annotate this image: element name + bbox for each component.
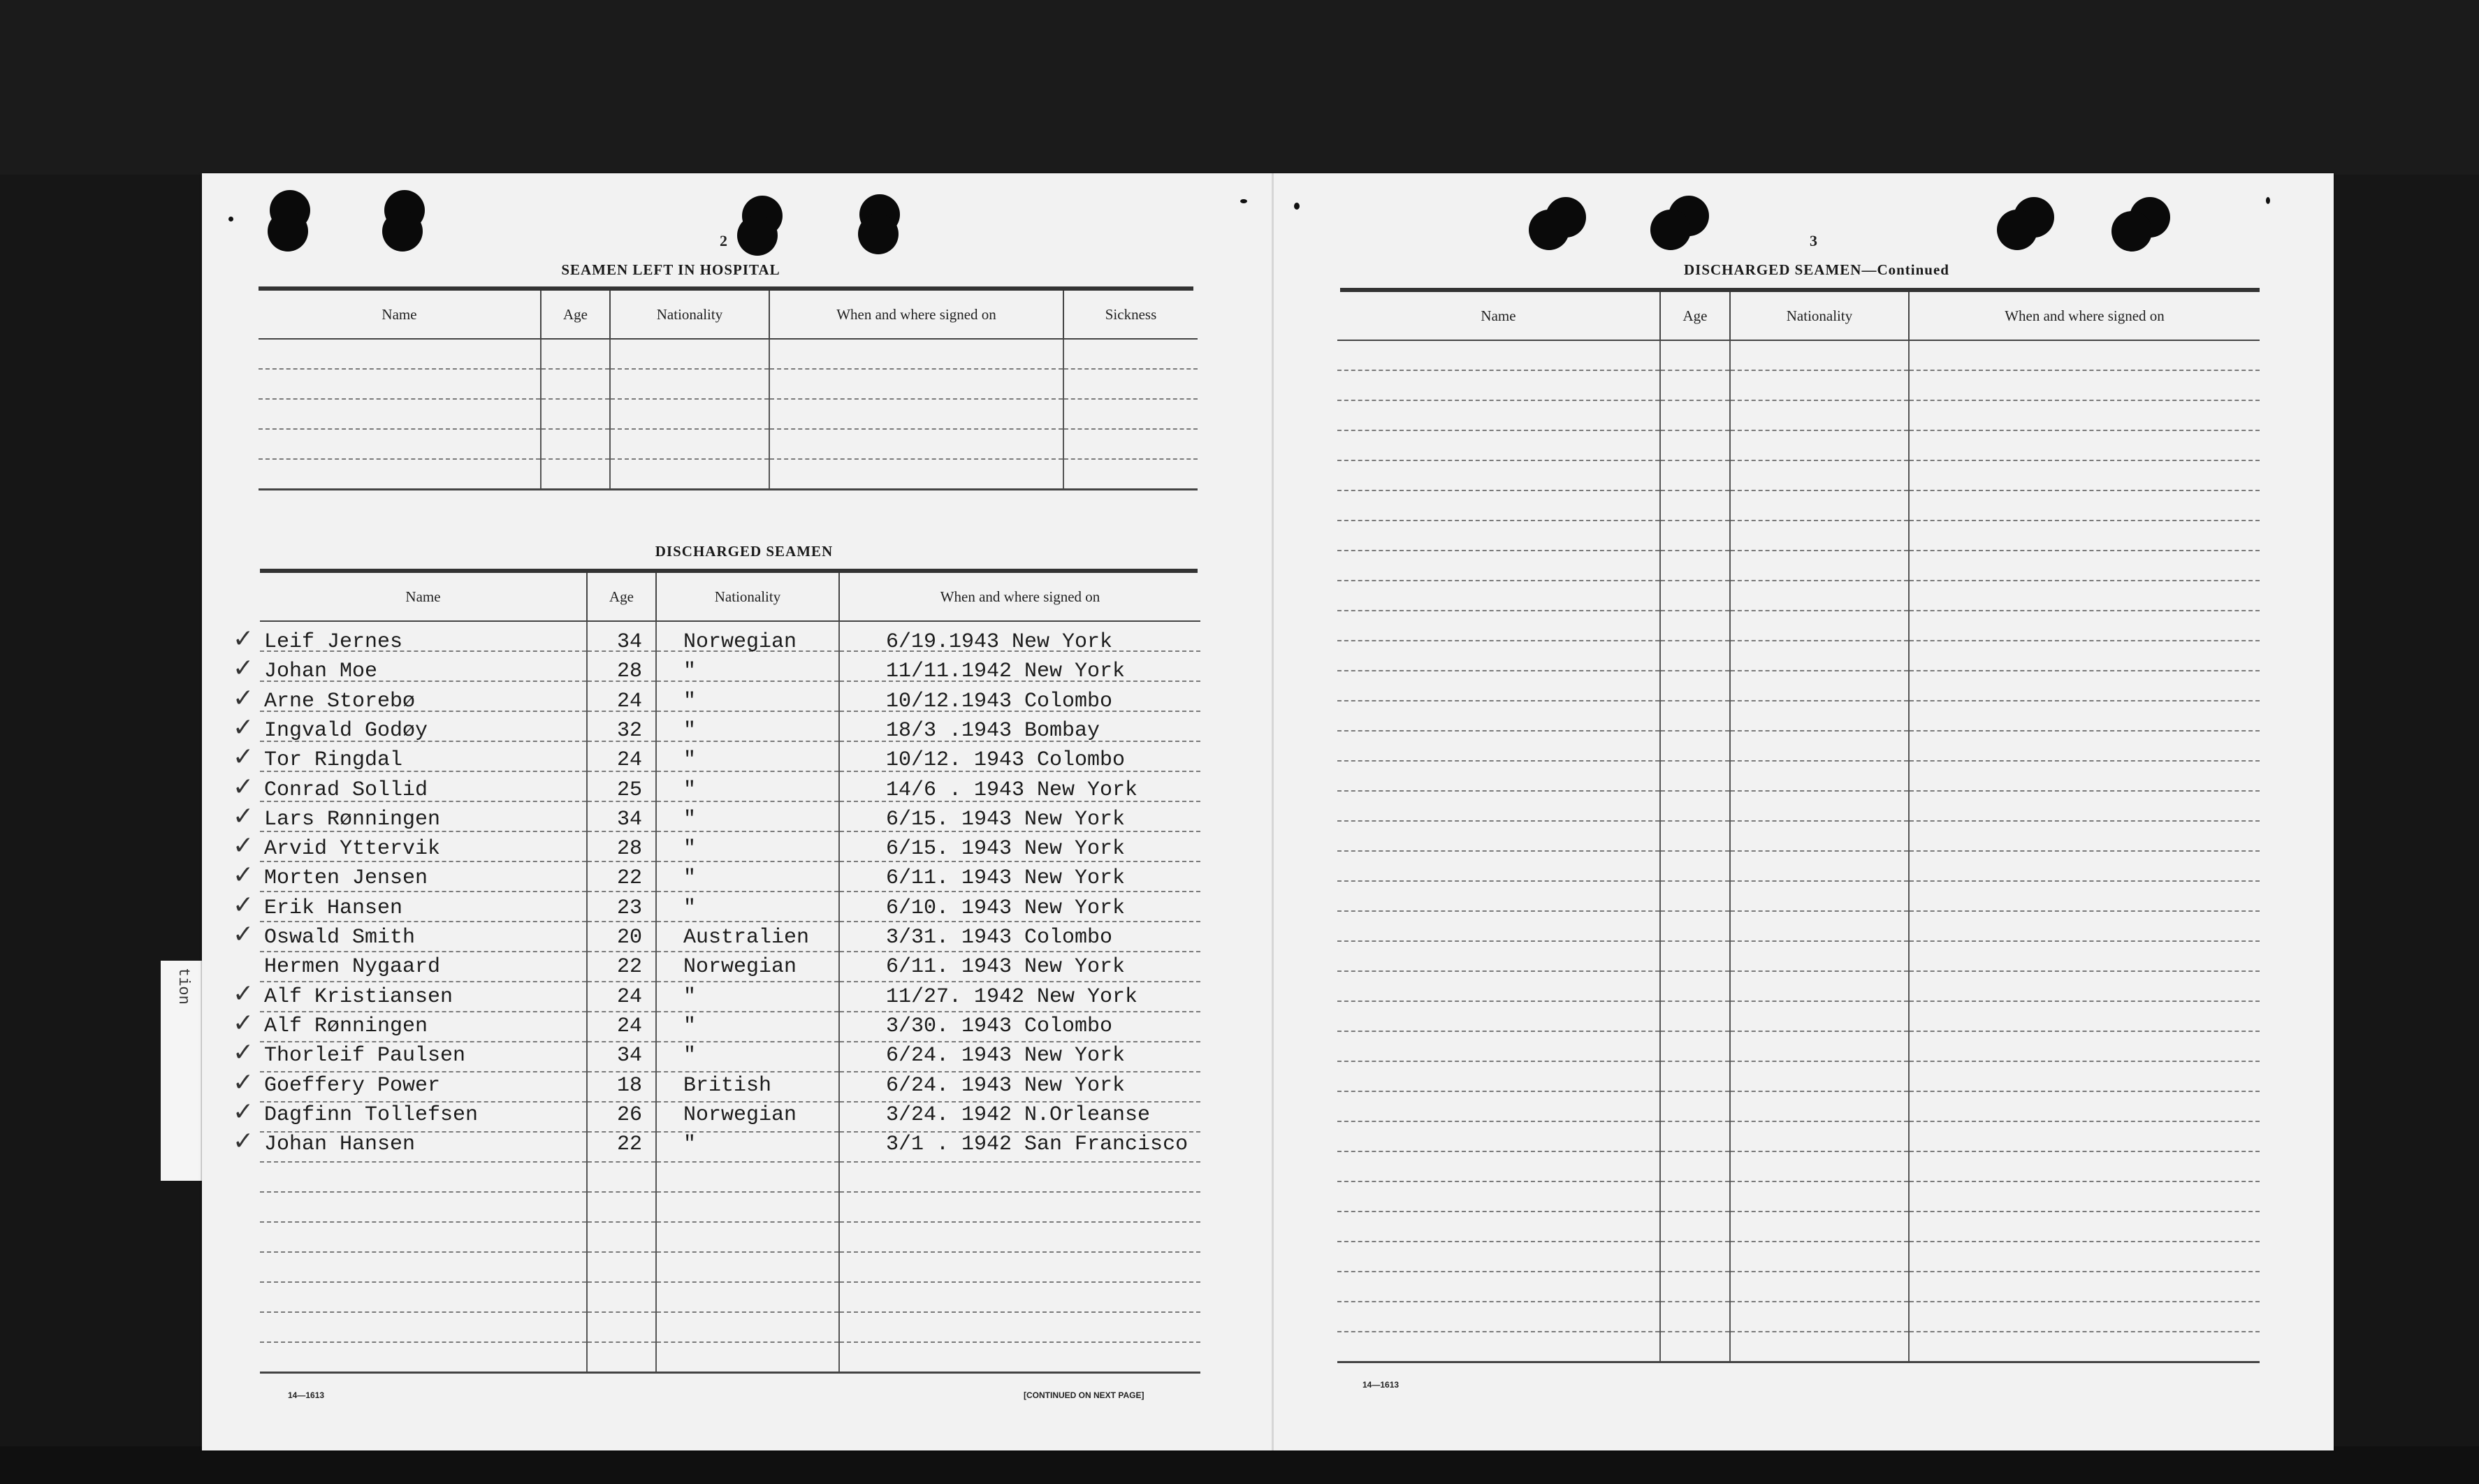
seaman-nationality: " (683, 1044, 697, 1068)
table-row (1337, 1091, 2260, 1121)
signed-on-date-place: 3/31. 1943 Colombo (886, 926, 1113, 950)
check-mark: ✓ (233, 683, 254, 713)
seaman-nationality: " (683, 748, 697, 773)
signed-on-date-place: 11/11.1942 New York (886, 660, 1126, 684)
signed-on-date-place: 10/12. 1943 Colombo (886, 748, 1126, 773)
discharged-entry (233, 954, 1204, 983)
table-row (1337, 1332, 2260, 1362)
check-mark: ✓ (233, 713, 254, 742)
page-fold (1272, 173, 1274, 1450)
table-row (260, 1342, 1200, 1373)
seaman-name: Oswald Smith (264, 926, 416, 950)
signed-on-date-place: 6/10. 1943 New York (886, 896, 1126, 920)
table-row (1337, 971, 2260, 1001)
discharged-entry (233, 1068, 1204, 1102)
signed-on-date-place: 6/11. 1943 New York (886, 955, 1126, 980)
signed-on-date-place: 3/30. 1943 Colombo (886, 1014, 1113, 1038)
seaman-nationality: " (683, 1014, 697, 1038)
seaman-age: 25 (616, 778, 642, 802)
table-row (1337, 1181, 2260, 1212)
check-mark: ✓ (233, 861, 254, 890)
signed-on-date-place: 6/24. 1943 New York (886, 1073, 1126, 1098)
seaman-nationality: " (683, 689, 697, 713)
ink-speck (1294, 203, 1300, 210)
discharged-entry (233, 861, 1204, 894)
punch-hole (1997, 210, 2037, 250)
seaman-name: Alf Kristiansen (264, 984, 453, 1009)
column-header-age: Age (587, 573, 656, 621)
seaman-name: Arne Storebø (264, 689, 416, 713)
seaman-age: 22 (616, 955, 642, 980)
seaman-age: 24 (616, 1014, 642, 1038)
table-row (1337, 1151, 2260, 1181)
table-row (1337, 1272, 2260, 1302)
form-code: 14—1613 (288, 1390, 325, 1400)
right-section-title: DISCHARGED SEAMEN—Continued (1684, 261, 1949, 278)
punch-hole (1650, 210, 1691, 250)
seaman-name: Thorleif Paulsen (264, 1044, 466, 1068)
seaman-age: 18 (616, 1073, 642, 1098)
check-mark: ✓ (233, 890, 254, 919)
table-row (1337, 1031, 2260, 1061)
signed-on-date-place: 6/19.1943 New York (886, 630, 1113, 654)
signed-on-date-place: 6/15. 1943 New York (886, 807, 1126, 831)
table-row (1337, 521, 2260, 551)
table-row (1337, 641, 2260, 671)
table-row (1337, 370, 2260, 400)
seaman-name: Lars Rønningen (264, 807, 441, 831)
ink-speck (2266, 197, 2270, 204)
table-row (260, 1252, 1200, 1282)
ink-speck (1240, 199, 1247, 203)
check-mark: ✓ (233, 772, 254, 801)
table-row (1337, 490, 2260, 521)
discharged-entry (233, 683, 1204, 718)
seaman-nationality: British (683, 1073, 772, 1098)
signed-on-date-place: 6/11. 1943 New York (886, 866, 1126, 891)
seaman-name: Ingvald Godøy (264, 718, 428, 743)
check-mark: ✓ (233, 743, 254, 772)
hospital-table (259, 291, 1198, 490)
seaman-name: Tor Ringdal (264, 748, 403, 773)
seaman-name: Leif Jernes (264, 630, 403, 654)
seaman-name: Morten Jensen (264, 866, 428, 891)
table-row (1337, 791, 2260, 821)
right-form-code: 14—1613 (1362, 1380, 1400, 1390)
seaman-nationality: " (683, 660, 697, 684)
discharged-entry (233, 1038, 1204, 1072)
signed-on-date-place: 3/1 . 1942 San Francisco (886, 1133, 1188, 1157)
table-row (260, 1282, 1200, 1312)
discharged-entry (233, 890, 1204, 924)
seaman-nationality: " (683, 778, 697, 802)
seaman-nationality: " (683, 1133, 697, 1157)
discharged-entry (233, 979, 1204, 1013)
discharged-entry (233, 625, 1204, 658)
discharged-entry (233, 743, 1204, 776)
table-row (1337, 701, 2260, 731)
seaman-name: Johan Hansen (264, 1133, 416, 1157)
table-row (1337, 941, 2260, 971)
check-mark: ✓ (233, 1097, 254, 1126)
scan-background-bottom (0, 1446, 2479, 1484)
seaman-age: 20 (616, 926, 642, 950)
column-header-nationality: Nationality (610, 291, 769, 339)
check-mark: ✓ (233, 1068, 254, 1097)
signed-on-date-place: 10/12.1943 Colombo (886, 689, 1113, 713)
seaman-nationality: " (683, 807, 697, 831)
table-row (1337, 551, 2260, 581)
table-row (260, 1222, 1200, 1252)
discharged-entry (233, 1008, 1204, 1042)
table-row (1337, 731, 2260, 761)
seaman-nationality: " (683, 718, 697, 743)
table-row (259, 429, 1198, 459)
column-header-age: Age (541, 291, 610, 339)
table-row (259, 369, 1198, 399)
column-header-name: Name (1337, 292, 1660, 340)
table-row (1337, 1302, 2260, 1332)
right-page-number: 3 (1810, 232, 1817, 249)
seaman-age: 24 (616, 689, 642, 713)
table-row (1337, 1121, 2260, 1151)
table-row (1337, 761, 2260, 791)
table-row (1337, 1061, 2260, 1091)
table-row (1337, 340, 2260, 370)
seaman-name: Alf Rønningen (264, 1014, 428, 1038)
punch-hole (268, 211, 308, 252)
seaman-age: 22 (616, 866, 642, 891)
punch-hole (382, 211, 423, 252)
signed-on-date-place: 6/24. 1943 New York (886, 1044, 1126, 1068)
discharged-entry (233, 920, 1204, 954)
discharged-entry (233, 1127, 1204, 1161)
column-header-signed-on: When and where signed on (1909, 292, 2260, 340)
discharged-entry (233, 831, 1204, 865)
seaman-age: 34 (616, 630, 642, 654)
table-row (1337, 851, 2260, 881)
table-row (1337, 881, 2260, 911)
table-row (1337, 1001, 2260, 1031)
table-row (1337, 911, 2260, 941)
signed-on-date-place: 11/27. 1942 New York (886, 984, 1138, 1009)
table-row (1337, 611, 2260, 641)
column-header-age: Age (1660, 292, 1730, 340)
seaman-name: Erik Hansen (264, 896, 403, 920)
seaman-nationality: " (683, 837, 697, 861)
column-header-name: Name (260, 573, 587, 621)
table-row (260, 1162, 1200, 1192)
punch-hole (2111, 211, 2152, 252)
punch-hole (737, 215, 778, 256)
seaman-nationality: " (683, 896, 697, 920)
table-row (259, 459, 1198, 490)
seaman-age: 24 (616, 984, 642, 1009)
seaman-age: 24 (616, 748, 642, 773)
signed-on-date-place: 14/6 . 1943 New York (886, 778, 1138, 802)
left-page-number: 2 (720, 232, 727, 249)
discharged-continued-table (1337, 292, 2260, 1363)
tab-label: tion (175, 968, 192, 1005)
seaman-name: Hermen Nygaard (264, 955, 441, 980)
signed-on-date-place: 18/3 .1943 Bombay (886, 718, 1100, 743)
check-mark: ✓ (233, 979, 254, 1008)
discharged-entry (233, 713, 1204, 747)
seaman-nationality: Norwegian (683, 955, 797, 980)
table-row (259, 339, 1198, 369)
table-row (1337, 821, 2260, 851)
seaman-nationality: Australien (683, 926, 810, 950)
table-row (260, 1192, 1200, 1222)
seaman-name: Conrad Sollid (264, 778, 428, 802)
continued-note: [CONTINUED ON NEXT PAGE] (1024, 1390, 1144, 1400)
check-mark: ✓ (233, 801, 254, 831)
seaman-age: 28 (616, 837, 642, 861)
seaman-nationality: Norwegian (683, 1103, 797, 1127)
column-header-sickness: Sickness (1063, 291, 1198, 339)
check-mark: ✓ (233, 1008, 254, 1038)
check-mark: ✓ (233, 831, 254, 861)
table-row (259, 399, 1198, 429)
check-mark: ✓ (233, 1127, 254, 1156)
discharged-entry (233, 654, 1204, 688)
discharged-entry (233, 1097, 1204, 1131)
seaman-age: 34 (616, 807, 642, 831)
column-header-name: Name (259, 291, 541, 339)
seaman-nationality: " (683, 866, 697, 891)
scan-background-top (0, 0, 2479, 175)
punch-hole (858, 214, 899, 254)
discharged-entry (233, 772, 1204, 806)
punch-hole (1529, 210, 1569, 250)
table-row (1337, 460, 2260, 490)
signed-on-date-place: 6/15. 1943 New York (886, 837, 1126, 861)
column-header-signed-on: When and where signed on (769, 291, 1063, 339)
column-header-nationality: Nationality (1730, 292, 1909, 340)
hospital-section-title: SEAMEN LEFT IN HOSPITAL (561, 261, 780, 278)
table-row (1337, 671, 2260, 701)
seaman-age: 28 (616, 660, 642, 684)
seaman-name: Goeffery Power (264, 1073, 441, 1098)
seaman-age: 26 (616, 1103, 642, 1127)
column-header-signed-on: When and where signed on (839, 573, 1200, 621)
seaman-age: 23 (616, 896, 642, 920)
seaman-name: Dagfinn Tollefsen (264, 1103, 479, 1127)
seaman-age: 34 (616, 1044, 642, 1068)
check-mark: ✓ (233, 1038, 254, 1068)
table-row (1337, 1212, 2260, 1242)
discharged-section-title: DISCHARGED SEAMEN (655, 543, 834, 560)
table-row (1337, 400, 2260, 430)
seaman-name: Johan Moe (264, 660, 378, 684)
discharged-entry (233, 801, 1204, 836)
seaman-age: 32 (616, 718, 642, 743)
table-row (1337, 581, 2260, 611)
seaman-nationality: Norwegian (683, 630, 797, 654)
ink-speck (228, 217, 233, 221)
signed-on-date-place: 3/24. 1942 N.Orleanse (886, 1103, 1151, 1127)
table-row (1337, 1242, 2260, 1272)
check-mark: ✓ (233, 920, 254, 949)
seaman-age: 22 (616, 1133, 642, 1157)
check-mark: ✓ (233, 654, 254, 683)
check-mark: ✓ (233, 625, 254, 653)
column-header-nationality: Nationality (656, 573, 839, 621)
table-row (1337, 430, 2260, 460)
seaman-name: Arvid Yttervik (264, 837, 441, 861)
table-row (260, 1312, 1200, 1342)
seaman-nationality: " (683, 984, 697, 1009)
